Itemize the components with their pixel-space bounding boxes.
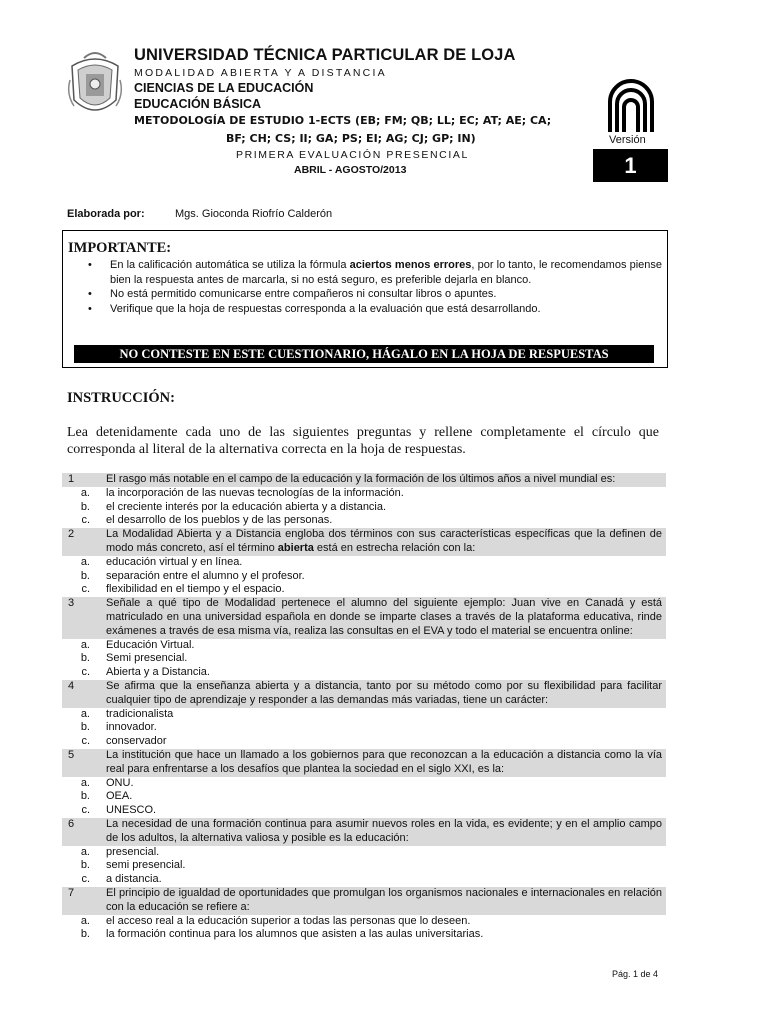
option-text: flexibilidad en el tiempo y el espacio. [106, 583, 285, 596]
option-text: presencial. [106, 845, 160, 858]
question-number: 5 [68, 748, 75, 761]
author-label: Elaborada por: [67, 208, 145, 220]
answer-option [62, 708, 666, 722]
option-letter: a. [80, 845, 90, 858]
question-number: 1 [68, 473, 75, 485]
option-text: Educación Virtual. [106, 638, 195, 651]
answer-option [62, 583, 666, 597]
option-text: UNESCO. [106, 804, 157, 817]
answer-option [62, 639, 666, 653]
option-letter: c. [81, 873, 90, 886]
answer-option [62, 846, 666, 860]
option-letter: c. [81, 583, 90, 596]
question-text: Se afirma que la enseñanza abierta y a distancia, tanto por su método como por su flexibilidad para facilitar cualquier tipo de aprendizaje y responder a las demandas más variadas, tiene un carácter: [106, 679, 662, 706]
option-text: tradicionalista [106, 707, 174, 720]
important-item: • Verifique que la hoja de respuestas corresponda a la evaluación que está desarrollando. [86, 302, 662, 317]
university-name: UNIVERSIDAD TÉCNICA PARTICULAR DE LOJA [134, 46, 516, 64]
course-line-1: METODOLOGÍA DE ESTUDIO 1-ECTS (EB; FM; QB; LL; EC; AT; AE; CA; [134, 114, 552, 127]
answer-option [62, 790, 666, 804]
question-text: La necesidad de una formación continua para asumir nuevos roles en la vida, es evidente; y en el amplio campo de los adultos, la alternativa valiosa y posible es la educación: [106, 817, 662, 844]
answer-option [62, 666, 666, 680]
page-number: Pág. 1 de 4 [612, 969, 659, 979]
answer-option [62, 721, 666, 735]
option-letter: c. [81, 514, 90, 527]
answer-option [62, 873, 666, 887]
question-text: El rasgo más notable en el campo de la educación y la formación de los últimos años a nivel mundial es: [106, 473, 616, 485]
option-text: la incorporación de las nuevas tecnologías de la información. [106, 486, 404, 499]
instruction-title: INSTRUCCIÓN: [67, 390, 175, 406]
exam-period: ABRIL - AGOSTO/2013 [294, 164, 407, 176]
option-text: el acceso real a la educación superior a todas las personas que lo deseen. [106, 914, 471, 927]
program: EDUCACIÓN BÁSICA [134, 97, 262, 111]
option-letter: b. [80, 790, 90, 803]
important-title: IMPORTANTE: [68, 240, 172, 256]
question-number: 7 [68, 886, 75, 899]
questions-list [62, 473, 666, 942]
important-item: • No está permitido comunicarse entre compañeros ni consultar libros o apuntes. [86, 287, 662, 302]
answer-option [62, 915, 666, 929]
instruction-text: Lea detenidamente cada uno de las siguientes preguntas y rellene completamente el círculo que corresponda al literal de la alternativa correcta en la hoja de respuestas. [67, 425, 659, 457]
question-row [62, 680, 666, 708]
question-number: 4 [68, 679, 75, 692]
option-letter: a. [80, 914, 90, 927]
answer-option [62, 501, 666, 515]
university-crest-icon [66, 50, 124, 122]
option-text: OEA. [106, 790, 133, 803]
answer-option [62, 804, 666, 818]
warning-banner: NO CONTESTE EN ESTE CUESTIONARIO, HÁGALO EN LA HOJA DE RESPUESTAS [74, 345, 654, 363]
exam-title: PRIMERA EVALUACIÓN PRESENCIAL [236, 149, 469, 161]
question-row [62, 749, 666, 777]
question-number: 6 [68, 817, 75, 830]
question-row [62, 887, 666, 915]
option-letter: b. [80, 652, 90, 665]
option-letter: a. [80, 555, 90, 568]
question-text: Señale a qué tipo de Modalidad pertenece el alumno del siguiente ejemplo: Juan vive en Canadá y está matriculado en una universidad española en donde se imparte clases a través de la plataforma educativa, rinde exámenes a través de esa misma vía, realiza las consultas en el EVA y todo el material se encuentra online: [106, 597, 662, 637]
question-number: 3 [68, 597, 75, 610]
question-text: El principio de igualdad de oportunidades que promulgan los organismos nacionales e internacionales en relación con la educación se refiere a: [106, 886, 662, 913]
question-text: La institución que hace un llamado a los gobiernos para que reconozcan a la educación a distancia como la vía real para enfrentarse a los desafíos que plantea la sociedad en el siglo XXI, es la: [106, 748, 662, 775]
option-letter: a. [80, 776, 90, 789]
option-text: separación entre el alumno y el profesor. [106, 569, 305, 582]
option-letter: b. [80, 721, 90, 734]
option-text: el creciente interés por la educación abierta y a distancia. [106, 500, 387, 513]
option-text: la formación continua para los alumnos que asisten a las aulas universitarias. [106, 928, 484, 941]
option-letter: c. [81, 735, 90, 748]
option-letter: a. [80, 707, 90, 720]
option-text: Semi presencial. [106, 652, 188, 665]
author-name: Mgs. Gioconda Riofrío Calderón [175, 208, 333, 220]
question-row [62, 528, 666, 556]
question-text: La Modalidad Abierta y a Distancia engloba dos términos con sus características específicas que la definen de modo más concreto, así el término abierta está en estrecha relación con la: [106, 528, 662, 554]
option-text: educación virtual y en línea. [106, 555, 243, 568]
option-letter: a. [80, 486, 90, 499]
faculty: CIENCIAS DE LA EDUCACIÓN [134, 81, 314, 95]
option-letter: c. [81, 666, 90, 679]
important-item: • En la calificación automática se utiliza la fórmula aciertos menos errores, por lo tanto, le recomendamos piense bien la respuesta antes de marcarla, si no está seguro, es preferible dejarla en blanco. [86, 258, 662, 287]
arch-logo-icon [606, 76, 656, 134]
answer-option [62, 859, 666, 873]
option-letter: c. [81, 804, 90, 817]
question-row [62, 473, 666, 487]
modality: MODALIDAD ABIERTA Y A DISTANCIA [134, 67, 387, 79]
question-row [62, 597, 666, 638]
answer-option [62, 570, 666, 584]
version-number: 1 [593, 149, 668, 182]
answer-option [62, 777, 666, 791]
option-text: semi presencial. [106, 859, 186, 872]
question-row [62, 818, 666, 846]
version-label: Versión [609, 134, 646, 146]
course-line-2: BF; CH; CS; II; GA; PS; EI; AG; CJ; GP; IN) [226, 132, 476, 145]
option-text: el desarrollo de los pueblos y de las personas. [106, 514, 333, 527]
important-list [86, 258, 662, 316]
answer-option [62, 514, 666, 528]
answer-option [62, 556, 666, 570]
answer-option [62, 652, 666, 666]
option-letter: b. [80, 569, 90, 582]
option-text: Abierta y a Distancia. [106, 666, 210, 679]
option-text: a distancia. [106, 873, 162, 886]
option-text: innovador. [106, 721, 157, 734]
option-letter: a. [80, 638, 90, 651]
option-letter: b. [80, 500, 90, 513]
answer-option [62, 928, 666, 942]
option-letter: b. [80, 928, 90, 941]
option-text: ONU. [106, 776, 134, 789]
question-number: 2 [68, 528, 75, 541]
option-text: conservador [106, 735, 167, 748]
answer-option [62, 735, 666, 749]
answer-option [62, 487, 666, 501]
option-letter: b. [80, 859, 90, 872]
